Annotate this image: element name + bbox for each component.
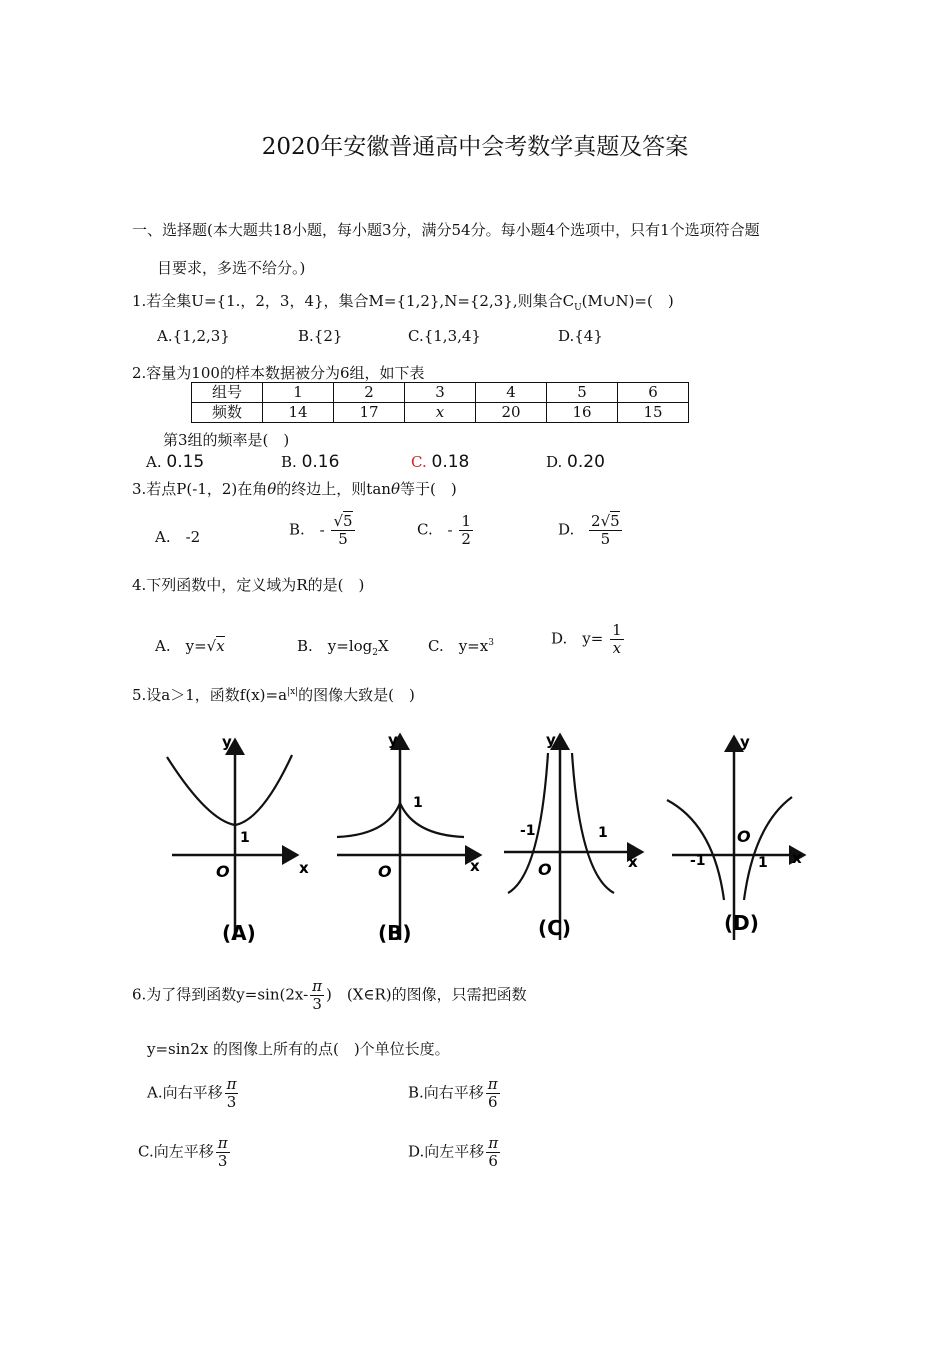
- q2-option-d: [546, 452, 605, 472]
- q1-option-b: B.{2}: [298, 327, 343, 345]
- section-header-line1: 一、选择题(本大题共18小题，每小题3分，满分54分。每小题4个选项中，只有1个选项符合题: [132, 221, 760, 239]
- q4-option-c: C. $y=x^3$: [428, 637, 494, 655]
- table-cell: 17: [334, 403, 405, 423]
- option-value: 0.16: [301, 452, 340, 472]
- mark-label: 1: [598, 825, 608, 841]
- mark-label: -1: [690, 853, 706, 869]
- mark-label: -1: [520, 823, 536, 839]
- axis-y-label: y: [740, 733, 750, 751]
- option-value: 0.20: [567, 452, 605, 472]
- table-cell: 14: [263, 403, 334, 423]
- question-1-subscript: U: [574, 303, 582, 313]
- option-letter: B.: [289, 520, 305, 539]
- fraction: $\frac{\pi}{6}$: [487, 1075, 498, 1111]
- fraction: [331, 513, 354, 548]
- q1-option-c: C.{1,3,4}: [408, 327, 481, 345]
- axis-x-label: x: [470, 857, 480, 875]
- frequency-table: [191, 382, 689, 423]
- mark-label: 1: [240, 830, 250, 846]
- page-title: 2020年安徽普通高中会考数学真题及答案: [261, 134, 689, 160]
- fraction-denominator: 5: [600, 530, 611, 548]
- question-2: 2.容量为100的样本数据被分为6组，如下表: [132, 364, 425, 382]
- table-cell: 2: [334, 383, 405, 403]
- graph-a: [167, 733, 309, 945]
- fraction: $\frac{\pi}{6}$: [488, 1134, 499, 1170]
- table-cell: x: [405, 403, 476, 423]
- table-row: [192, 403, 689, 423]
- option-value: 0.15: [166, 452, 205, 472]
- curve-c-right: [572, 753, 614, 893]
- option-letter-highlighted: C.: [411, 453, 427, 471]
- fraction-numerator: 2√5: [591, 512, 620, 530]
- table-cell: 6: [618, 383, 689, 403]
- option-letter: B.: [281, 453, 297, 471]
- axis-x-label: x: [792, 849, 802, 867]
- graphs-svg: [152, 725, 842, 955]
- graph-b: [337, 731, 480, 945]
- axis-x-label: x: [628, 853, 638, 871]
- table-header-label: 组号: [192, 383, 263, 403]
- origin-label: O: [538, 860, 552, 879]
- table-cell: 5: [547, 383, 618, 403]
- question-3-text: 3.若点P(-1，2)在角: [132, 480, 268, 498]
- q6-option-c: C.向左平移 $\frac{\pi}{3}$: [138, 1134, 228, 1170]
- fraction-denominator: 2: [461, 530, 471, 548]
- graph-caption: (B): [378, 921, 412, 945]
- origin-label: O: [378, 862, 392, 881]
- q3-option-c: [417, 513, 475, 548]
- table-cell: 16: [547, 403, 618, 423]
- table-cell: 3: [405, 383, 476, 403]
- origin-label: O: [216, 862, 230, 881]
- curve-a: [167, 755, 292, 825]
- fraction: [459, 513, 473, 548]
- table-cell: 20: [476, 403, 547, 423]
- q2-option-a: [146, 452, 204, 472]
- function-graphs: [152, 725, 842, 955]
- table-row: [192, 383, 689, 403]
- fraction: $\frac{\pi}{3}$: [226, 1075, 237, 1111]
- question-6: 6.为了得到函数y=sin(2x- $\frac{\pi}{3}$ ) (X∈R)的图像，只需把函数: [132, 977, 527, 1013]
- graph-d: [667, 733, 804, 940]
- question-5: 5.设a＞1，函数$f(x)=a^{|x|}$的图像大致是( ): [132, 686, 415, 704]
- theta-symbol: θ: [390, 480, 400, 498]
- q6-option-d: D.向左平移 $\frac{\pi}{6}$: [408, 1134, 499, 1170]
- q2-option-c: [411, 452, 469, 472]
- q3-option-b: [289, 513, 357, 548]
- section-header-line2: 目要求，多选不给分。): [157, 259, 306, 277]
- table-row-label: 频数: [192, 403, 263, 423]
- option-letter: D.: [558, 520, 575, 539]
- minus-sign: -: [447, 520, 453, 539]
- option-letter: D.: [546, 453, 563, 471]
- theta-symbol: θ: [267, 480, 277, 498]
- fraction: $\frac{\pi}{3}$: [312, 977, 323, 1013]
- question-1: [132, 290, 674, 313]
- axis-y-label: y: [222, 733, 232, 751]
- question-6-line2: y=sin2x 的图像上所有的点( )个单位长度。: [147, 1040, 450, 1058]
- q6-option-a: A.向右平移 $\frac{\pi}{3}$: [147, 1075, 237, 1111]
- table-cell: 4: [476, 383, 547, 403]
- fraction-numerator: 1: [461, 512, 471, 530]
- table-cell: 1: [263, 383, 334, 403]
- question-3: [132, 478, 457, 499]
- axis-y-label: y: [546, 731, 556, 749]
- q1-option-a: A.{1,2,3}: [157, 327, 230, 345]
- axis-y-label: y: [388, 731, 398, 749]
- graph-caption: (A): [222, 921, 256, 945]
- question-2-prompt: 第3组的频率是( ): [163, 431, 290, 449]
- mark-label: 1: [413, 795, 423, 811]
- graph-caption: (C): [538, 916, 571, 940]
- origin-label: O: [737, 827, 751, 846]
- fraction: $\frac{\pi}{3}$: [217, 1134, 228, 1170]
- q4-option-d: D. y= $\frac{1}{x}$: [551, 621, 622, 657]
- q4-option-a: A. y=√x: [155, 637, 225, 655]
- curve-d-left: [667, 800, 724, 900]
- option-letter: C.: [417, 520, 433, 539]
- graph-c: [504, 731, 642, 940]
- fraction-numerator: √5: [333, 512, 353, 530]
- q4-option-b: B. $y=\log_2X$: [297, 637, 389, 658]
- fraction-denominator: 5: [338, 530, 348, 548]
- option-letter: A.: [146, 453, 162, 471]
- q1-option-d: D.{4}: [558, 327, 603, 345]
- graph-caption: (D): [724, 911, 759, 935]
- question-3-text: 等于( ): [399, 480, 457, 498]
- minus-sign: -: [319, 520, 325, 539]
- mark-label: 1: [758, 855, 768, 871]
- question-3-text: 的终边上，则tan: [276, 480, 391, 498]
- question-1-text-end: (M∪N)=( ): [581, 292, 674, 310]
- curve-d-right: [744, 797, 792, 900]
- fraction: [589, 513, 622, 548]
- option-value: 0.18: [431, 452, 470, 472]
- q3-option-a: A. -2: [155, 528, 201, 546]
- table-cell: 15: [618, 403, 689, 423]
- q6-option-b: B.向右平移 $\frac{\pi}{6}$: [408, 1075, 498, 1111]
- fraction: $\frac{1}{x}$: [612, 621, 622, 657]
- axis-x-label: x: [299, 859, 309, 877]
- question-1-text: 1.若全集U={1.，2，3，4}，集合M={1,2},N={2,3},则集合C: [132, 292, 575, 310]
- q3-option-d: [558, 513, 624, 548]
- q2-option-b: [281, 452, 339, 472]
- question-4: 4.下列函数中，定义域为R的是( ): [132, 576, 365, 594]
